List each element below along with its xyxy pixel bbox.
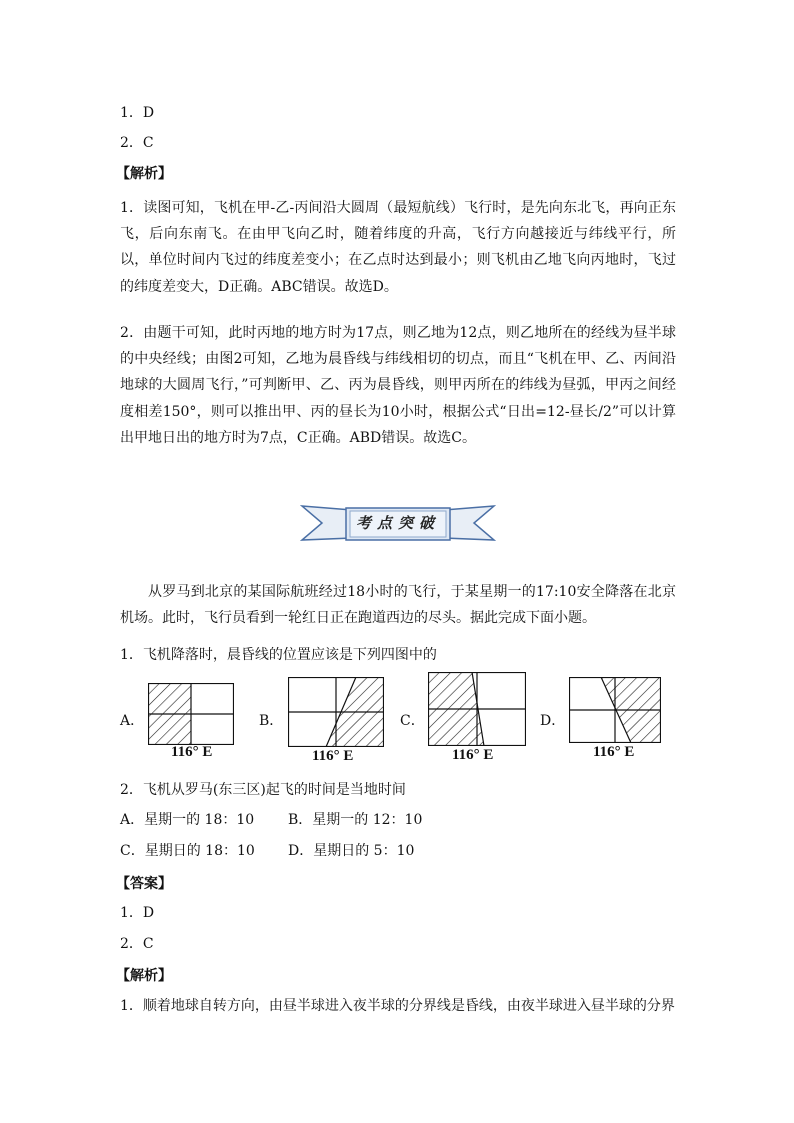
analysis-heading: 【解析】 xyxy=(116,166,172,182)
question-2: 2．飞机从罗马(东三区)起飞的时间是当地时间 xyxy=(120,782,406,798)
answer-1: 1．D xyxy=(120,905,155,921)
option-b-caption: 116° E xyxy=(312,748,354,764)
section-banner xyxy=(300,500,496,546)
option-b-diagram xyxy=(288,677,384,747)
analysis-heading-2: 【解析】 xyxy=(116,968,172,984)
option-c-diagram xyxy=(428,672,526,746)
option-d-diagram xyxy=(569,677,661,743)
option-d-caption: 116° E xyxy=(593,744,635,760)
top-answer-1: 1．D xyxy=(120,105,155,121)
choice-c: C．星期日的 18：10 xyxy=(120,843,255,859)
option-a-diagram xyxy=(148,683,234,745)
option-b-label: B． xyxy=(259,713,284,729)
choice-b: B．星期一的 12：10 xyxy=(288,812,423,828)
option-c-label: C． xyxy=(400,713,425,729)
option-d-label: D． xyxy=(540,713,566,729)
choice-d: D．星期日的 5：10 xyxy=(288,843,415,859)
question-intro: 从罗马到北京的某国际航班经过18小时的飞行，于某星期一的17:10安全降落在北京机场。此时，飞行员看到一轮红日正在跑道西边的尽头。据此完成下面小题。 xyxy=(120,584,676,627)
answer-heading: 【答案】 xyxy=(116,876,172,892)
option-a-label: A． xyxy=(120,713,145,729)
analysis-2-paragraph: 1．顺着地球自转方向，由昼半球进入夜半球的分界线是昏线，由夜半球进入昼半球的分界 xyxy=(120,998,675,1014)
analysis-paragraph-1: 1．读图可知，飞机在甲-乙-丙间沿大圆周（最短航线）飞行时，是先向东北飞，再向正东飞，后向东南飞。在由甲飞向乙时，随着纬度的升高，飞行方向越接近与纬线平行，所以，单位时间内飞过的纬度差变小；在乙点时达到最小；则飞机由乙地飞向丙地时，飞过的纬度差变大，D正确。ABC错误。故选D。 xyxy=(120,200,676,295)
question-1: 1．飞机降落时，晨昏线的位置应该是下列四图中的 xyxy=(120,647,437,663)
choice-a: A．星期一的 18：10 xyxy=(120,812,255,828)
banner-title: 考点突破 xyxy=(355,514,440,532)
analysis-paragraph-2: 2．由题干可知，此时丙地的地方时为17点，则乙地为12点，则乙地所在的经线为昼半球的中央经线；由图2可知，乙地为晨昏线与纬线相切的切点，而且“飞机在甲、乙、丙间沿地球的大圆周飞行，”可判断甲、乙、丙为晨昏线，则甲丙所在的纬线为昼弧，甲丙之间经度相差150°，则可以推出甲、丙的昼长为10小时，根据公式“日出=12-昼长/2”可以计算出甲地日出的地方时为7点，C正确。ABD错误。故选C。 xyxy=(120,325,676,446)
option-c-caption: 116° E xyxy=(452,747,494,763)
top-answer-2: 2．C xyxy=(120,135,154,151)
answer-2: 2．C xyxy=(120,936,154,952)
option-a-caption: 116° E xyxy=(171,744,213,760)
